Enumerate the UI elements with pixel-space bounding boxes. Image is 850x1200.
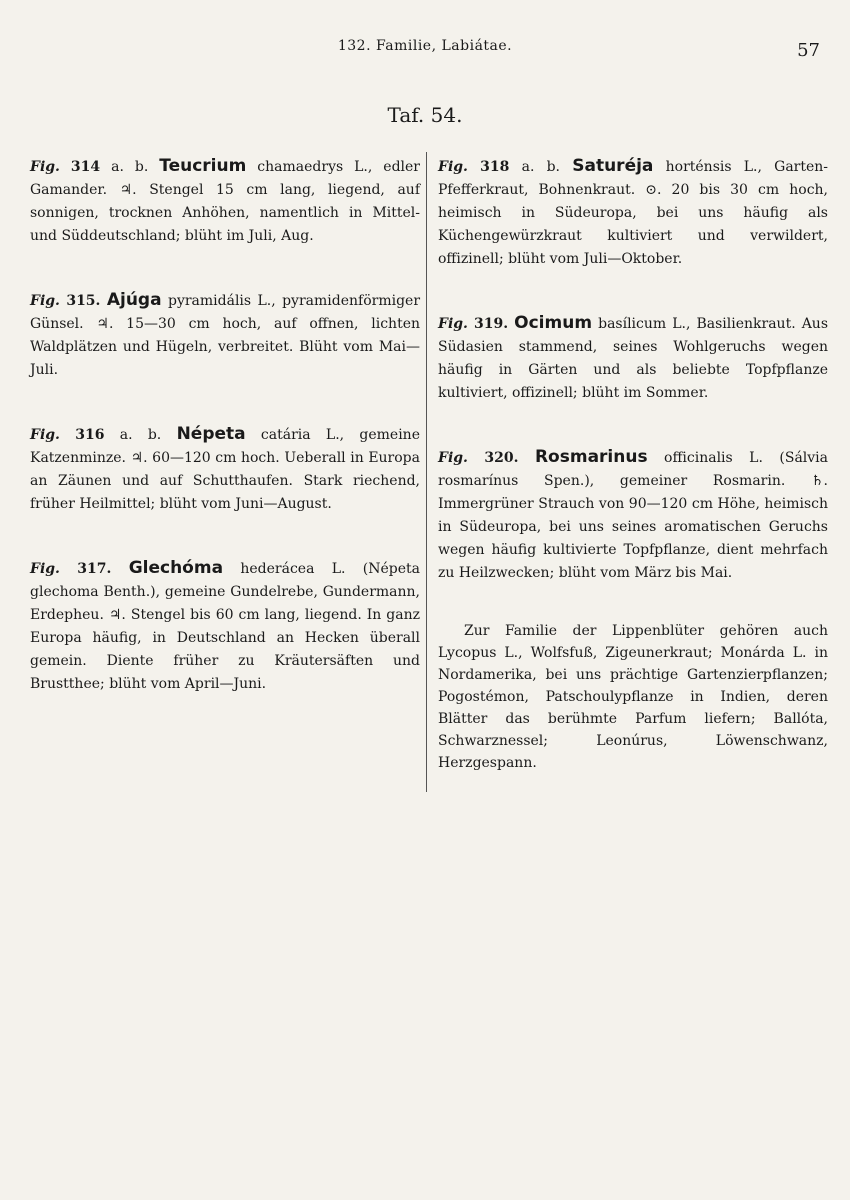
right-column — [438, 155, 828, 788]
entry-text: hederácea L. (Népeta glechoma Benth.), gemeine Gundelrebe, Gundermann, Erdepheu. ♃. Stengel bis 60 cm lang, liegend. In ganz Europa häufig, in Deutschland an Hecken überall gemein. Diente früher zu Kräutersäften und Brustthee; blüht vom April—Juni. — [30, 561, 421, 692]
fig-label: Fig. — [30, 427, 60, 443]
fig-label: Fig. — [30, 293, 60, 309]
entry-text: basílicum L., Basilienkraut. Aus Südasien stammend, seines Wohlgeruchs wegen häufig in Gärten und als beliebte Topfpflanze kultiviert, offizinell; blüht im Sommer. — [438, 316, 829, 401]
fig-suffix: a. b. — [119, 427, 162, 443]
fig-number: 318 — [480, 159, 510, 175]
entry-text: officinalis L. (Sálvia rosmarínus Spen.), gemeiner Rosmarin. ♄. Immergrüner Strauch von 90—120 cm Höhe, heimisch in Südeuropa, bei uns seines aromatischen Geruchs wegen häufig kultivierte Topfpflanze, dient mehrfach zu Heilzwecken; blüht vom März bis Mai. — [438, 450, 829, 581]
fig-label: Fig. — [438, 159, 468, 175]
fig-number: 320. — [484, 450, 519, 466]
fig-number: 314 — [70, 159, 101, 175]
entry-text: catária L., gemeine Katzenminze. ♃. 60—120 cm hoch. Ueberall in Europa an Zäunen und auf Schutthaufen. Stark riechend, früher Heilmittel; blüht vom Juni—August. — [30, 427, 420, 512]
fig-label: Fig. — [438, 316, 468, 332]
figure-entry — [438, 446, 828, 585]
genus-name: Rosmarinus — [534, 447, 648, 467]
figure-entry — [30, 557, 420, 696]
fig-label: Fig. — [30, 159, 60, 175]
figure-entry — [30, 155, 420, 248]
fig-number: 315. — [66, 293, 101, 309]
running-head: 132. Familie, Labiátae. — [337, 38, 513, 54]
family-note: Zur Familie der Lippenblüter gehören auch Lycopus L., Wolfsfuß, Zigeunerkraut; Monárda L. in Nordamerika, bei uns prächtige Gartenzierpflanzen; Pogostémon, Patschoulypflanze in Indien, deren Blätter das berühmte Parfum liefern; Ballóta, Schwarznessel; Leonúrus, Löwenschwanz, Herzgespann. — [438, 623, 828, 771]
genus-name: Teucrium — [159, 156, 247, 176]
fig-number: 317. — [77, 561, 112, 577]
fig-label: Fig. — [30, 561, 60, 577]
fig-label: Fig. — [438, 450, 468, 466]
genus-name: Ocimum — [514, 313, 593, 333]
fig-suffix: a. b. — [521, 159, 561, 175]
fig-number: 319. — [473, 316, 509, 332]
figure-entry — [30, 289, 420, 382]
fig-suffix: a. b. — [111, 159, 149, 175]
genus-name: Saturéja — [572, 156, 654, 176]
figure-entry — [30, 423, 420, 516]
fig-number: 316 — [75, 427, 105, 443]
figure-entry — [438, 312, 828, 405]
page-number: 57 — [797, 40, 820, 61]
genus-name: Glechóma — [128, 558, 224, 578]
plate-title: Taf. 54. — [387, 103, 463, 127]
genus-name: Népeta — [176, 424, 246, 444]
genus-name: Ajúga — [106, 290, 162, 310]
entry-text: chamaedrys L., edler Gamander. ♃. Stengel 15 cm lang, liegend, auf sonnigen, trocknen Anhöhen, namentlich in Mittel- und Süddeutschland; blüht im Juli, Aug. — [30, 159, 420, 244]
entry-text: pyramidális L., pyramidenförmiger Günsel. ♃. 15—30 cm hoch, auf offnen, lichten Waldplätzen und Hügeln, verbreitet. Blüht vom Mai—Juli. — [30, 293, 421, 378]
figure-entry — [438, 155, 828, 271]
entry-text: horténsis L., Garten-Pfefferkraut, Bohnenkraut. ⊙. 20 bis 30 cm hoch, heimisch in Südeuropa, bei uns häufig als Küchengewürzkraut kultiviert und verwildert, offizinell; blüht vom Juli—Oktober. — [438, 159, 829, 267]
left-column — [30, 155, 420, 737]
column-divider — [426, 152, 427, 792]
